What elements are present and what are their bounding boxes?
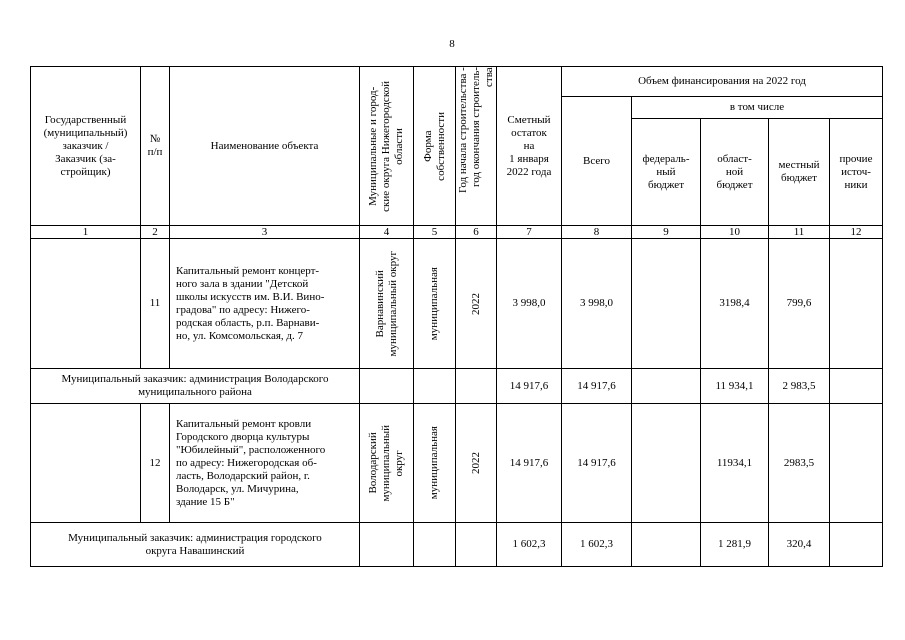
header-number: № п/п <box>147 133 163 158</box>
page-number: 8 <box>449 38 455 50</box>
row-number: 12 <box>149 456 161 469</box>
row-number: 11 <box>149 297 161 309</box>
total: 14 917,6 <box>577 379 616 392</box>
customer-name: Муниципальный заказчик: администрация городского округа Навашинский <box>68 531 322 557</box>
local: 320,4 <box>786 538 812 550</box>
estimate-balance: 1 602,3 <box>512 538 546 550</box>
federal <box>632 369 700 403</box>
column-number: 3 <box>261 226 268 238</box>
other <box>830 523 882 566</box>
header-years: Год начала строительства - год окончания строитель- ства <box>456 67 495 193</box>
customer-name: Муниципальный заказчик: администрация Володарского муниципального района <box>61 373 329 398</box>
years-cell <box>456 404 496 522</box>
header-other: прочие источ- ники <box>839 152 873 191</box>
header-ownership-cell <box>414 67 455 225</box>
header-total: Всего <box>583 154 610 167</box>
header-estimate-balance: Сметный остаток на 1 января 2022 года <box>506 113 552 178</box>
table-rule <box>882 66 883 567</box>
column-number: 9 <box>663 226 669 238</box>
ownership-cell <box>414 404 455 522</box>
table-rule <box>30 566 883 567</box>
header-ownership: Форма собственности <box>421 111 447 181</box>
federal <box>632 404 700 522</box>
column-number: 5 <box>431 226 438 238</box>
header-district-cell <box>360 67 413 225</box>
local: 799,6 <box>786 297 812 309</box>
years: 2022 <box>469 452 482 474</box>
header-funding-title: Объем финансирования на 2022 год <box>638 75 806 87</box>
estimate-balance: 3 998,0 <box>512 297 546 309</box>
table-rule <box>169 403 170 523</box>
column-number: 2 <box>152 226 158 238</box>
object-name: Капитальный ремонт кровли Городского дворца культуры "Юбилейный", расположенного по адресу: Нижегородская об- ласть, Володарский район, г. Володарск, ул. Мичурина, здание 15 Б" <box>176 417 326 508</box>
column-number: 10 <box>729 226 740 238</box>
district-cell <box>360 404 413 522</box>
district: Варнавинский муниципальный округ <box>373 250 399 357</box>
ownership: муниципальная <box>428 266 440 341</box>
other <box>830 239 882 368</box>
federal <box>632 239 700 368</box>
district: Володарский муниципальный округ <box>367 424 405 502</box>
regional: 1 281,9 <box>718 538 751 550</box>
regional: 11 934,1 <box>715 379 754 392</box>
column-number: 1 <box>82 226 89 238</box>
object-name: Капитальный ремонт концерт- ного зала в здании "Детской школы искусств им. В.И. Вино- градова" по адресу: Нижего- родская область, р.п. Варнави- но, ул. Комсомольская, д. 7 <box>176 264 325 342</box>
regional: 3198,4 <box>719 297 750 309</box>
total: 1 602,3 <box>580 538 613 550</box>
federal <box>632 523 700 566</box>
years-cell <box>456 239 496 368</box>
header-local: местный бюджет <box>778 159 820 184</box>
years: 2022 <box>469 292 482 315</box>
column-number: 8 <box>593 226 600 238</box>
total: 14 917,6 <box>577 456 616 469</box>
header-including: в том числе <box>729 101 785 113</box>
other <box>830 369 882 403</box>
column-number: 12 <box>850 226 862 238</box>
header-district: Муниципальные и город- ские округа Нижегородской области <box>367 80 405 212</box>
header-years-cell <box>456 67 496 225</box>
regional: 11934,1 <box>716 456 753 469</box>
column-number: 4 <box>383 226 390 238</box>
header-customer: Государственный (муниципальный) заказчик / Заказчик (за- стройщик) <box>43 113 128 178</box>
estimate-balance: 14 917,6 <box>509 456 549 469</box>
local: 2 983,5 <box>782 379 816 392</box>
header-federal: федераль- ный бюджет <box>642 152 690 191</box>
other <box>830 404 882 522</box>
header-object-name: Наименование объекта <box>210 139 319 152</box>
column-number: 7 <box>526 226 532 238</box>
ownership-cell <box>414 239 455 368</box>
district-cell <box>360 239 413 368</box>
column-number: 11 <box>793 226 805 238</box>
header-regional: област- ной бюджет <box>716 152 753 191</box>
local: 2983,5 <box>783 456 815 469</box>
column-number: 6 <box>473 226 479 238</box>
ownership: муниципальная <box>428 426 440 500</box>
estimate-balance: 14 917,6 <box>509 379 549 392</box>
total: 3 998,0 <box>580 297 613 309</box>
